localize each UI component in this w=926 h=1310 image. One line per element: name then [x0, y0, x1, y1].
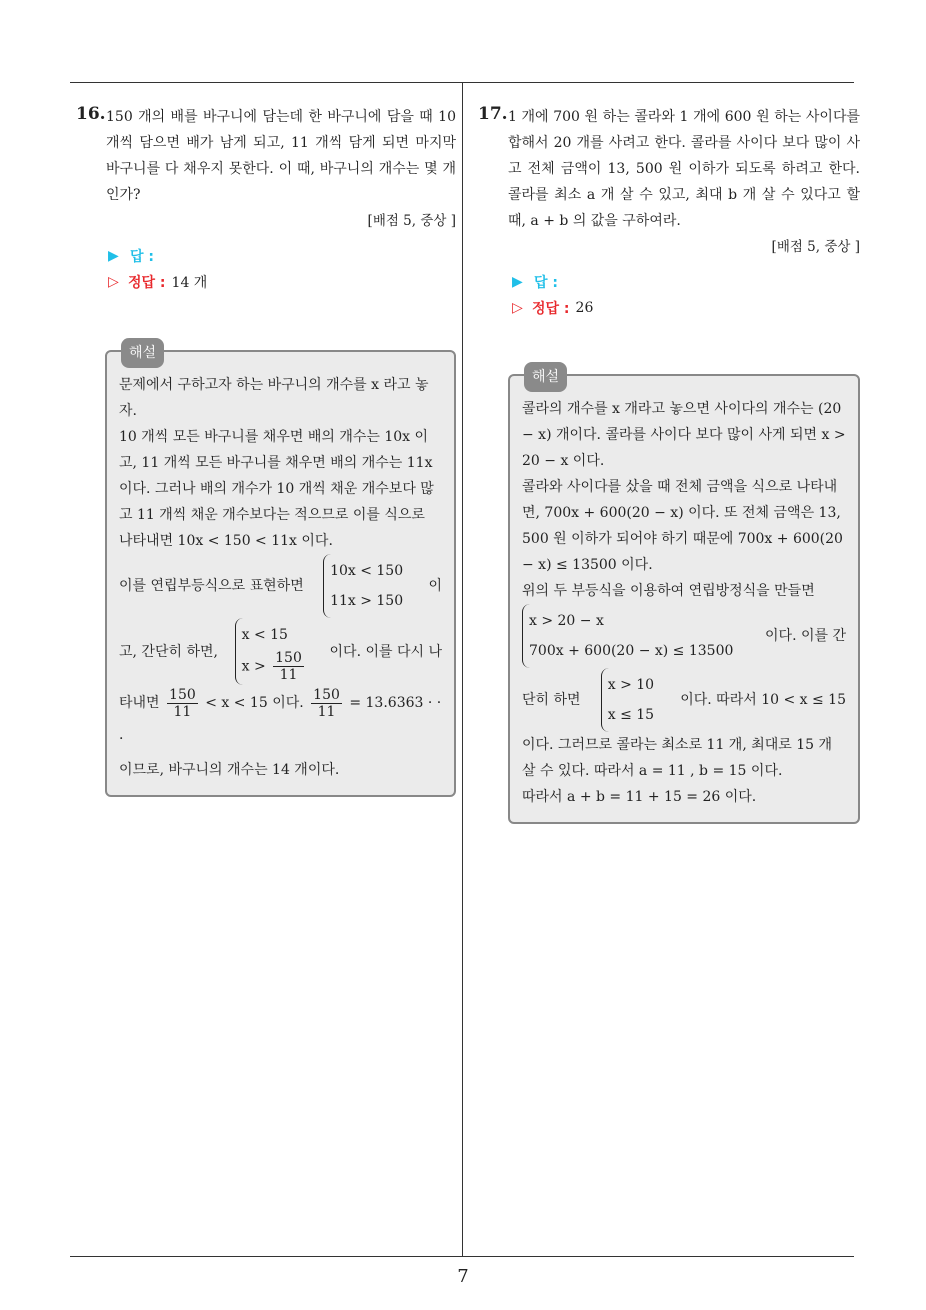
- fraction: [167, 687, 198, 720]
- inequality: x > 20 − x: [529, 613, 604, 629]
- correct-label: 정답 :: [128, 275, 166, 291]
- inequality-system: [601, 668, 660, 732]
- system-prefix: 단히 하면: [522, 692, 581, 708]
- system-prefix: 고, 간단히 하면,: [119, 643, 218, 660]
- system-suffix: 이다. 이를 간: [765, 628, 846, 644]
- correct-answer-row: [512, 298, 860, 318]
- fraction: [311, 687, 342, 720]
- question-17: [478, 104, 860, 824]
- explanation-p4: 이다. 그러므로 콜라는 최소로 11 개, 최대로 15 개 살 수 있다. 따라서 a = 11 , b = 15 이다.: [522, 737, 833, 779]
- explanation-final: 이므로, 바구니의 개수는 14 개이다.: [119, 762, 340, 778]
- triangle-solid-icon: ▶: [512, 274, 523, 290]
- numerator: 150: [275, 650, 302, 666]
- explanation-box: [508, 369, 860, 824]
- answer-row: [108, 246, 456, 266]
- answer-label: 답 :: [534, 275, 558, 291]
- line-middle: < x < 15 이다.: [205, 695, 304, 711]
- inequality: 700x + 600(20 − x) ≤ 13500: [529, 643, 734, 659]
- question-text: 1 개에 700 원 하는 콜라와 1 개에 600 원 하는 사이다를 합해서 20 개를 사려고 한다. 콜라를 사이다 보다 많이 사고 전체 금액이 13, 500 원 이하가 되도록 하려고 한다. 콜라를 최소 a 개 살 수 있고, 최대 b 개 살 수 있다고 할 때, a + b 의 값을 구하여라.: [508, 109, 860, 229]
- denominator: 11: [279, 667, 298, 683]
- denominator: 11: [173, 703, 192, 720]
- question-number: 17.: [478, 104, 508, 124]
- line-end: = 13.6363 · · ·: [119, 695, 442, 747]
- denominator: 11: [317, 703, 336, 720]
- explanation-box: [105, 345, 456, 797]
- triangle-outline-icon: ▷: [108, 274, 119, 290]
- inequality: x ≤ 15: [607, 707, 655, 723]
- question-16: [76, 104, 456, 797]
- numerator: 150: [313, 686, 340, 703]
- correct-answer-row: [108, 272, 456, 292]
- explanation-p5: 따라서 a + b = 11 + 15 = 26 이다.: [522, 789, 757, 805]
- explanation-p1: 문제에서 구하고자 하는 바구니의 개수를 x 라고 놓자.: [119, 377, 429, 419]
- inequality-system: [235, 618, 313, 685]
- answer-label: 답 :: [130, 249, 154, 265]
- correct-label: 정답 :: [532, 301, 570, 317]
- inequality: [242, 650, 307, 683]
- line-prefix: 타내면: [119, 695, 160, 711]
- system-line-1: [522, 604, 846, 668]
- inequality: x < 15: [241, 627, 288, 643]
- page-number: 7: [457, 1266, 469, 1287]
- question-number: 16.: [76, 104, 106, 124]
- triangle-outline-icon: ▷: [512, 300, 523, 316]
- bottom-rule: [70, 1256, 854, 1257]
- system-suffix: 이: [428, 578, 442, 594]
- question-meta: [배점 5, 중상 ]: [771, 239, 860, 255]
- question-text: 150 개의 배를 바구니에 담는데 한 바구니에 담을 때 10 개씩 담으면 배가 남게 되고, 11 개씩 담게 되면 마지막 바구니를 다 채우지 못한다. 이 때, 바구니의 개수는 몇 개인가?: [106, 109, 456, 203]
- system-suffix: 이다. 이를 다시 나: [329, 643, 442, 660]
- fraction-line: [119, 685, 442, 757]
- explanation-p1: 콜라의 개수를 x 개라고 놓으면 사이다의 개수는 (20 − x) 개이다. 콜라를 사이다 보다 많이 사게 되면 x > 20 − x 이다.: [522, 401, 846, 469]
- inequality: 11x > 150: [330, 593, 404, 609]
- explanation-tag: 해설: [121, 338, 164, 368]
- explanation-tag: 해설: [524, 362, 567, 392]
- inequality: 10x < 150: [330, 563, 404, 579]
- system-prefix: 이를 연립부등식으로 표현하면: [119, 578, 304, 594]
- correct-value: 14 개: [171, 275, 208, 291]
- question-meta: [배점 5, 중상 ]: [367, 213, 456, 229]
- explanation-p2: 콜라와 사이다를 샀을 때 전체 금액을 식으로 나타내면, 700x + 600(20 − x) 이다. 또 전체 금액은 13, 500 원 이하가 되어야 하기 때문에 700x + 600(20 − x) ≤ 13500 이다.: [522, 479, 843, 573]
- explanation-p2: 10 개씩 모든 바구니를 채우면 배의 개수는 10x 이고, 11 개씩 모든 바구니를 채우면 배의 개수는 11x 이다. 그러나 배의 개수가 10 개씩 채운 개수보다 많고 11 개씩 채운 개수보다는 적으므로 이를 식으로 나타내면 10x < 150 < 11x 이다.: [119, 429, 434, 549]
- system-line-1: [119, 554, 442, 618]
- answer-row: [512, 272, 860, 292]
- column-divider: [462, 82, 463, 1256]
- correct-value: 26: [575, 300, 594, 316]
- triangle-solid-icon: ▶: [108, 248, 119, 264]
- inequality-left: x >: [241, 658, 266, 675]
- fraction: [273, 650, 304, 683]
- system-line-2: [119, 618, 442, 685]
- system-line-2: [522, 668, 846, 732]
- inequality-system: [323, 554, 409, 618]
- inequality: x > 10: [607, 677, 655, 693]
- explanation-p3: 위의 두 부등식을 이용하여 연립방정식을 만들면: [522, 583, 815, 599]
- system-suffix: 이다. 따라서 10 < x ≤ 15: [680, 692, 846, 708]
- numerator: 150: [169, 686, 196, 703]
- inequality-system: [522, 604, 739, 668]
